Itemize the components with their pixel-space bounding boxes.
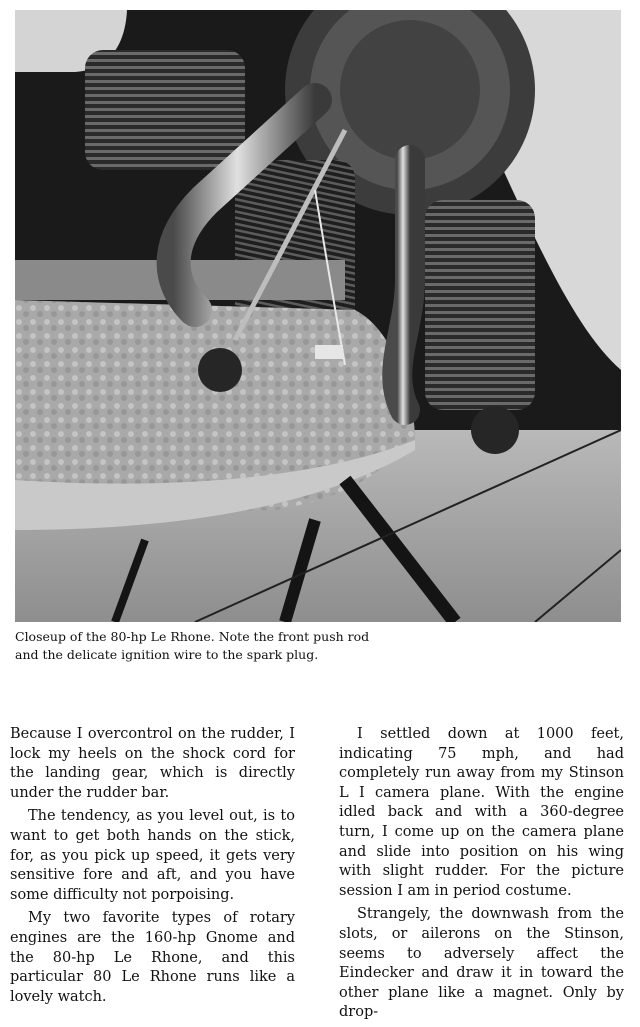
- photo-caption: [15, 628, 621, 664]
- paragraph: The tendency, as you level out, is to want to get both hands on the stick, for, as you pick up speed, it gets very sensitive fore and aft, and you have some difficulty not porpoising.: [10, 808, 295, 903]
- caption-line-2: and the delicate ignition wire to the spark plug.: [15, 647, 319, 662]
- paragraph: Strangely, the downwash from the slots, or ailerons on the Stinson, seems to adversely affect the Eindecker and draw it in toward the other plane like a magnet. Only by drop-: [339, 906, 624, 1021]
- cylinder-left: [85, 50, 245, 170]
- intake-pipe-right: [397, 160, 410, 410]
- paragraph: I settled down at 1000 feet, indicating 75 mph, and had completely run away from my Stinson L I camera plane. With the engine idled back and with a 360-degree turn, I come up on the camera plane and slide into position on his wing with slight rudder. For the picture session I am in period costume.: [339, 726, 624, 899]
- cylinder-right: [425, 200, 535, 410]
- left-column: [10, 725, 295, 1011]
- paragraph: Because I overcontrol on the rudder, I lock my heels on the shock cord for the landing gear, which is directly under the rudder bar.: [10, 726, 295, 801]
- caption-line-1: Closeup of the 80-hp Le Rhone. Note the front push rod: [15, 629, 370, 644]
- right-column: [339, 725, 624, 1027]
- engine-photo: [15, 10, 621, 622]
- spark-plug: [315, 345, 343, 359]
- paragraph: My two favorite types of rotary engines are the 160-hp Gnome and the 80-hp Le Rhone, and this particular 80 Le Rhone runs like a lovely watch.: [10, 910, 295, 1005]
